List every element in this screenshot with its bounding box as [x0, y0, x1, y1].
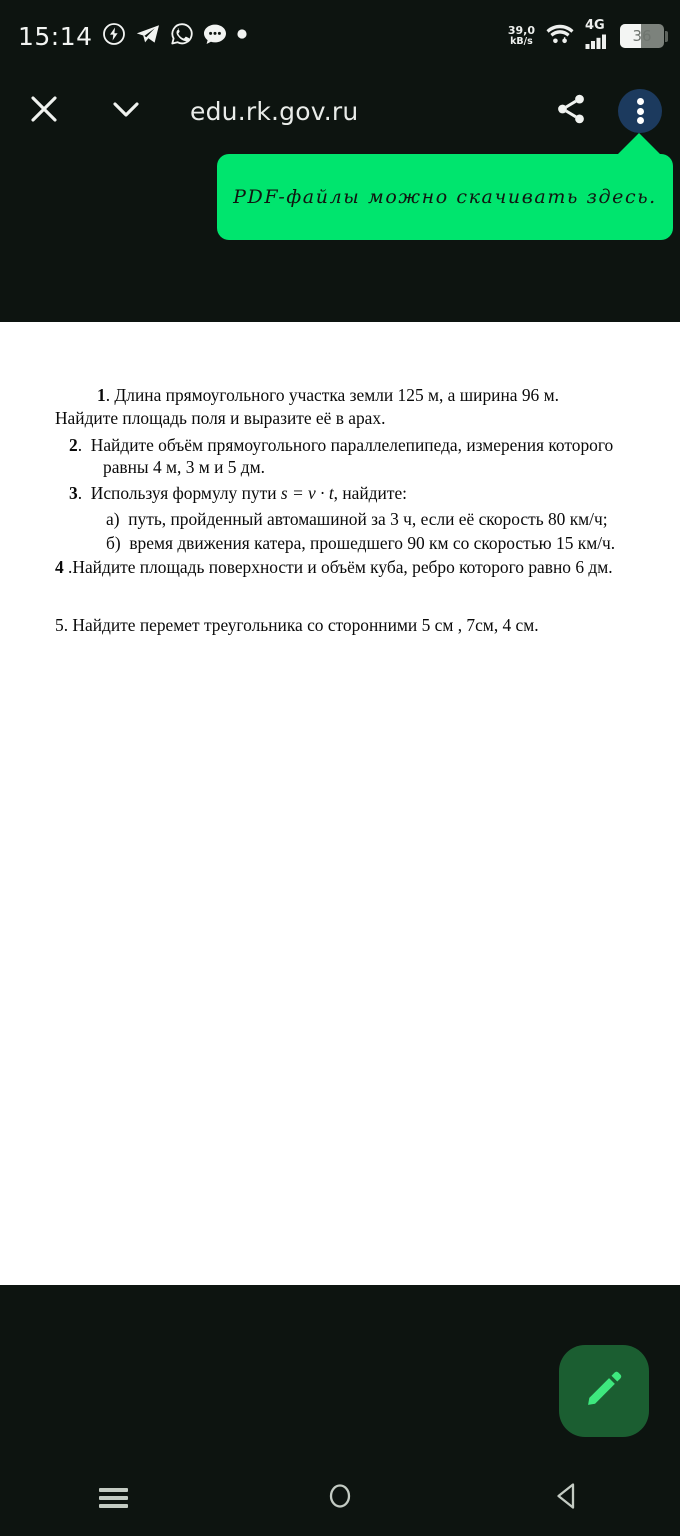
task-text-after-formula: , найдите:: [333, 483, 407, 504]
collapse-button[interactable]: [104, 89, 148, 133]
network-speed-unit: kB/s: [510, 36, 533, 47]
task-text: Найдите площадь поверхности и объём куба, ребро которого равно 6 дм.: [72, 556, 613, 577]
task-text: Найдите перемет треугольника со сторонними 5 см , 7см, 4 см.: [72, 615, 539, 636]
subtask-text: время движения катера, прошедшего 90 км со скоростью 15 км/ч.: [129, 532, 616, 553]
close-icon: [28, 93, 60, 130]
download-hint-tooltip[interactable]: [217, 154, 673, 240]
overflow-menu-icon: [637, 96, 644, 127]
pencil-edit-icon: [583, 1368, 625, 1415]
task-item-3: [55, 482, 620, 505]
browser-toolbar: [0, 72, 680, 150]
status-bar: [0, 0, 680, 72]
battery-level-label: 36: [632, 27, 652, 45]
share-icon: [554, 92, 588, 131]
task-text-before-formula: Используя формулу пути: [90, 483, 281, 504]
battery-tip: [665, 31, 668, 42]
edit-fab-button[interactable]: [559, 1345, 649, 1437]
task-number-suffix: .: [63, 615, 69, 636]
task-text: Найдите объём прямоугольного параллелепипеда, измерения которого равны 4 м, 3 м и 5 дм.: [90, 434, 614, 478]
signal-bars-icon: [585, 34, 609, 54]
subtask-text: путь, пройденный автомашиной за 3 ч, если её скорость 80 км/ч;: [128, 508, 608, 529]
task-item-4: [55, 556, 620, 579]
lightning-circle-icon: [102, 22, 126, 51]
battery-indicator: [620, 24, 668, 48]
recents-button[interactable]: [0, 1460, 227, 1536]
overflow-menu-button[interactable]: [618, 89, 662, 133]
task-number: 1: [97, 385, 106, 405]
share-button[interactable]: [548, 88, 594, 134]
android-nav-bar: [0, 1460, 680, 1536]
recents-bar: [99, 1504, 128, 1509]
document-page: [0, 322, 680, 1285]
chevron-down-icon: [109, 92, 143, 131]
document-body: [0, 322, 680, 637]
task-number: 2: [69, 434, 78, 455]
url-display[interactable]: edu.rk.gov.ru: [190, 96, 359, 126]
menu-dot: [637, 117, 644, 124]
task-number-suffix: .: [105, 385, 111, 405]
task-text: Длина прямоугольного участка земли 125 м, а ширина 96 м. Найдите площадь поля и выразите её в арах.: [55, 385, 559, 428]
task-number-suffix: .: [63, 556, 73, 577]
whatsapp-icon: [170, 22, 194, 51]
tooltip-arrow: [616, 133, 662, 156]
home-button[interactable]: [227, 1460, 454, 1536]
network-speed-value: 39,0: [507, 24, 535, 37]
network-speed-indicator: [508, 25, 535, 47]
task-number-suffix: .: [77, 483, 83, 504]
task-item-5: [55, 614, 620, 637]
task-number: 5: [55, 615, 64, 636]
tooltip-text: PDF-файлы можно скачивать здесь.: [233, 186, 657, 208]
network-generation-label: 4G: [585, 17, 605, 33]
status-bar-right-group: [508, 0, 668, 72]
subtask-marker: б): [106, 532, 121, 553]
task-item-2: [55, 434, 620, 480]
task-number-suffix: .: [77, 434, 83, 455]
telegram-icon: [135, 22, 161, 51]
battery-body: [620, 24, 664, 48]
back-icon: [553, 1481, 581, 1516]
task-item-1: [55, 384, 620, 430]
recents-icon: [99, 1484, 128, 1512]
close-button[interactable]: [22, 89, 66, 133]
dot-icon: [236, 27, 248, 45]
wifi-icon: [546, 22, 574, 51]
mobile-network-indicator: [585, 19, 609, 54]
task-number: 3: [69, 483, 78, 504]
subtask-marker: а): [106, 508, 120, 529]
status-clock: 15:14: [18, 21, 93, 51]
recents-bar: [99, 1496, 128, 1501]
menu-dot: [637, 108, 644, 115]
status-bar-left-group: [18, 0, 248, 72]
task-formula: s = v · t: [280, 483, 334, 504]
task-number: 4: [55, 556, 64, 577]
subtask-item-b: [55, 532, 620, 555]
chat-bubble-icon: [203, 23, 227, 50]
menu-dot: [637, 98, 644, 105]
bottom-area: [0, 1285, 680, 1536]
subtask-item-a: [55, 508, 620, 531]
recents-bar: [99, 1488, 128, 1493]
home-icon: [327, 1481, 353, 1516]
back-button[interactable]: [453, 1460, 680, 1536]
